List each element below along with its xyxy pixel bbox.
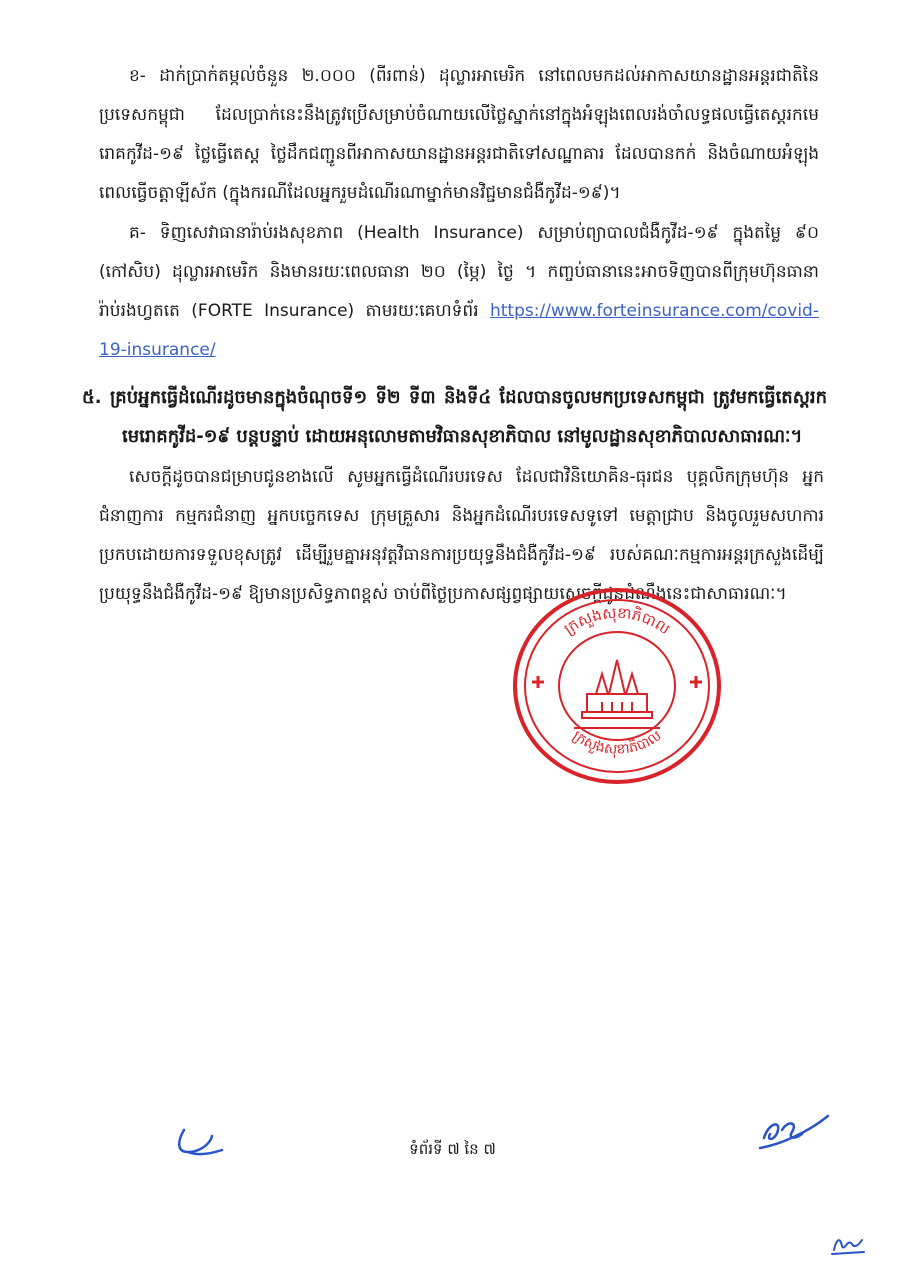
ministry-seal-icon: [512, 586, 722, 786]
health-insurance-text: គ- ទិញសេវាធានារ៉ាប់រងសុខភាព (Health Insurance) សម្រាប់ព្យាបាលជំងឺកូវីដ-១៩ ក្នុងតម្លៃ ៩០ (កៅសិប) ដុល្លារអាមេរិក និងមានរយៈពេលធានា ២០ (ម្ភៃ) ថ្ងៃ ។ កញ្ចប់ធានានេះអាចទិញបានពីក្រុមហ៊ុនធានារ៉ាប់រងហ្វតតេ (FORTE Insurance) តាមរយៈគេហទំព័រ: [99, 223, 819, 321]
paragraph-closing: សេចក្តីដូចបានជម្រាបជូនខាងលើ សូមអ្នកធ្វើដំណើរបរទេស ដែលជាវិនិយោគិន-ធុរជន បុគ្គលិកក្រុមហ៊ុន អ្នកជំនាញការ កម្មករជំនាញ អ្នកបច្ចេកទេស ក្រុមគ្រួសារ និងអ្នកដំណើរបរទេសទូទៅ មេត្តាជ្រាប និងចូលរួមសហការប្រកបដោយការទទួលខុសត្រូវ ដើម្បីរួមគ្នាអនុវត្តវិធានការប្រយុទ្ធនឹងជំងឺកូវីដ-១៩ របស់គណៈកម្មការអន្តរក្រសួងដើម្បីប្រយុទ្ធនឹងជំងឺកូវីដ-១៩ ឱ្យមានប្រសិទ្ធភាពខ្ពស់ ចាប់ពីថ្ងៃប្រកាសផ្សព្វផ្សាយសេចក្តីជូនដំណឹងនេះជាសាធារណៈ។: [99, 467, 824, 604]
paragraph-point-5: ៥. គ្រប់អ្នកធ្វើដំណើរដូចមានក្នុងចំណុចទី១ ទី២ ទី៣ និងទី៤ ដែលបានចូលមកប្រទេសកម្ពុជា ត្រូវមកធ្វើតេស្តរកមេរោគកូវីដ-១៩ បន្តបន្ទាប់ ដោយអនុលោមតាមវិធានសុខាភិបាល នៅមូលដ្ឋានសុខាភិបាលសាធារណៈ។: [82, 387, 827, 447]
insurance-link[interactable]: https://www.forteinsurance.com/covid-19-insurance/: [99, 301, 819, 360]
paragraph-deposit: ខ- ដាក់ប្រាក់តម្កល់ចំនួន ២.០០០ (ពីរពាន់) ដុល្លារអាមេរិក នៅពេលមកដល់អាកាសយានដ្ឋានអន្តរជាតិនៃប្រទេសកម្ពុជា ដែលប្រាក់នេះនឹងត្រូវប្រើសម្រាប់ចំណាយលើថ្លៃស្នាក់នៅក្នុងអំឡុងពេលរង់ចាំលទ្ធផលធ្វើតេស្តរកមេរោគកូវីដ-១៩ ថ្លៃធ្វើតេស្ត ថ្លៃដឹកជញ្ជូនពីអាកាសយានដ្ឋានអន្តរជាតិទៅសណ្ឋាគារ ដែលបានកក់ និងចំណាយអំឡុងពេលធ្វើចត្តាឡីស័ក (ក្នុងករណីដែលអ្នករួមដំណើរណាម្នាក់មានវិជ្ជមានជំងឺកូវីដ-១៩)។: [99, 66, 819, 203]
seal-top-text: ក្រសួងសុខាភិបាល: [560, 603, 674, 639]
page-number-footer: ទំព័រទី ៧ នៃ ៧: [409, 1140, 496, 1158]
svg-text:ក្រសួងសុខាភិបាល: [569, 728, 664, 759]
paragraph-health-insurance: [99, 214, 819, 370]
initial-mark-corner-icon: [828, 1228, 868, 1258]
seal-bottom-text: ក្រសួងសុខាភិបាល: [569, 727, 665, 758]
